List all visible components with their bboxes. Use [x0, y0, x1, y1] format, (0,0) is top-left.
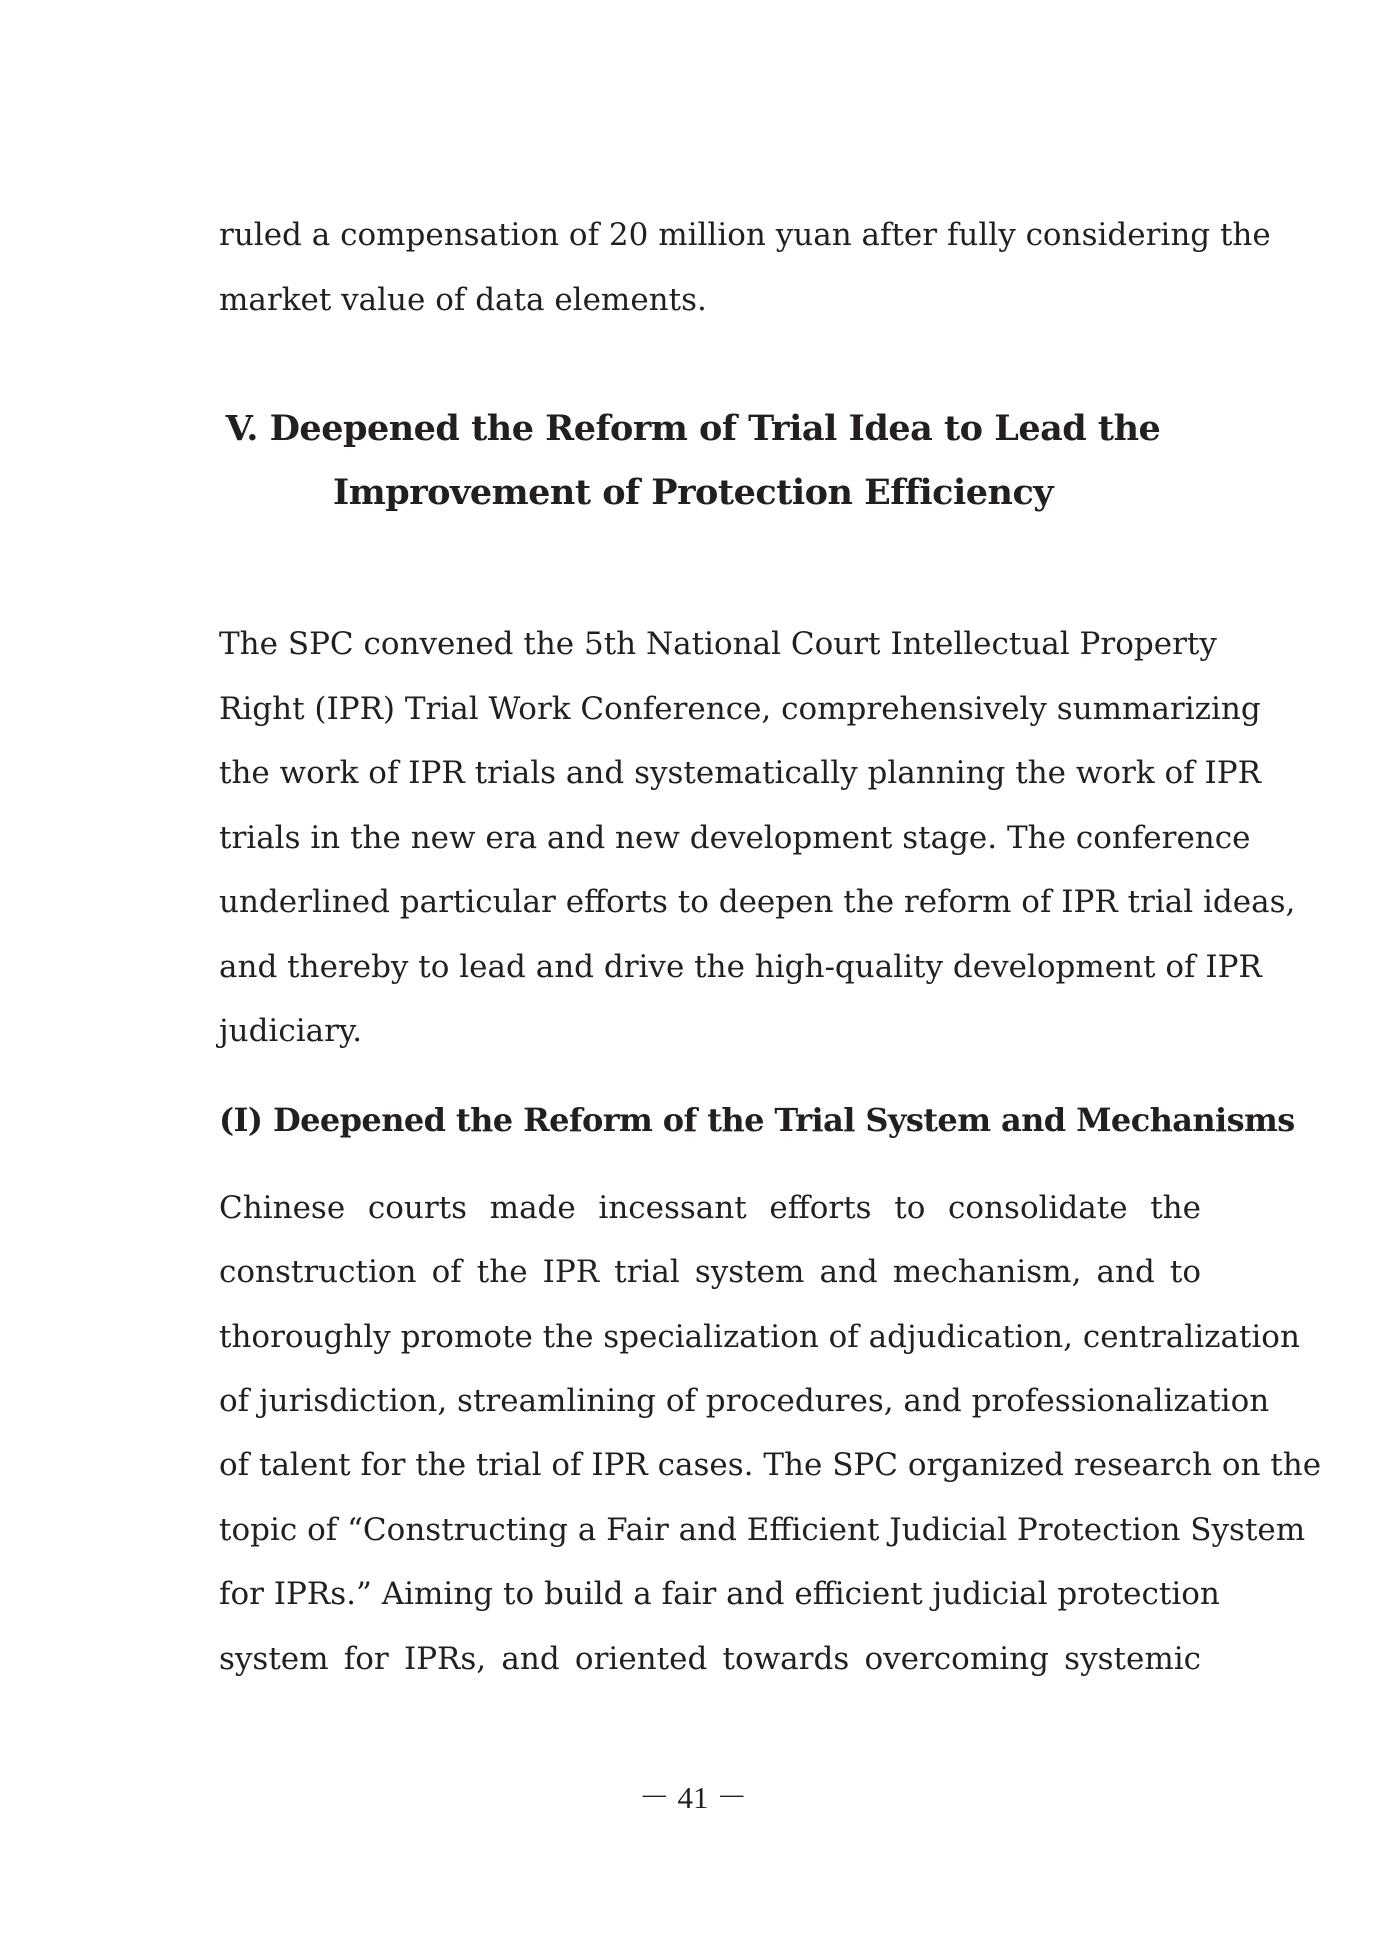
paragraph-line: the work of IPR trials and systematically planning the work of IPR — [219, 755, 1261, 791]
paragraph-line: Chinese courts made incessant efforts to consolidate the — [219, 1190, 1201, 1226]
paragraph-line: topic of “Constructing a Fair and Efficient Judicial Protection System — [219, 1512, 1306, 1548]
paragraph-line: system for IPRs, and oriented towards overcoming systemic — [219, 1641, 1201, 1677]
section-heading-line-1: V. Deepened the Reform of Trial Idea to Lead the — [225, 408, 1161, 449]
paragraph-line: ruled a compensation of 20 million yuan after fully considering the — [219, 217, 1271, 253]
section-heading-line-2: Improvement of Protection Efficiency — [332, 472, 1054, 513]
paragraph-line: thoroughly promote the specialization of adjudication, centralization — [219, 1319, 1300, 1355]
paragraph-line: Right (IPR) Trial Work Conference, comprehensively summarizing — [219, 691, 1261, 727]
paragraph-line: underlined particular efforts to deepen the reform of IPR trial ideas, — [219, 884, 1296, 920]
subsection-heading: (I) Deepened the Reform of the Trial System and Mechanisms — [219, 1101, 1295, 1139]
paragraph-line: The SPC convened the 5th National Court Intellectual Property — [219, 626, 1217, 662]
paragraph-line: and thereby to lead and drive the high-quality development of IPR — [219, 949, 1262, 985]
paragraph-line: of talent for the trial of IPR cases. The SPC organized research on the — [219, 1447, 1322, 1483]
paragraph-line: judiciary. — [219, 1013, 363, 1049]
page-number: － 41 － — [638, 1780, 748, 1815]
paragraph-line: construction of the IPR trial system and mechanism, and to — [219, 1254, 1201, 1290]
paragraph-line: of jurisdiction, streamlining of procedures, and professionalization — [219, 1383, 1270, 1419]
paragraph-line: trials in the new era and new development stage. The conference — [219, 820, 1251, 856]
paragraph-line: for IPRs.” Aiming to build a fair and efficient judicial protection — [219, 1576, 1220, 1612]
paragraph-line: market value of data elements. — [219, 282, 707, 318]
